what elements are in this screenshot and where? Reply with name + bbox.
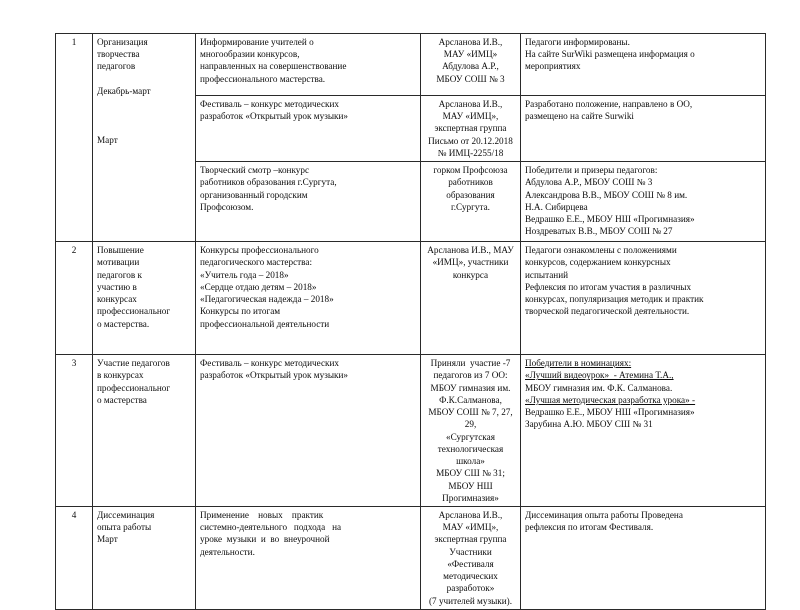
cell-line: Александрова В.В., МБОУ СОШ № 8 им. [525, 189, 688, 200]
cell-line: Победители и призеры педагогов: [525, 165, 658, 176]
cell-line: «Педагогическая надежда – 2018» [200, 294, 334, 305]
cell-line: «Сердце отдаю детям – 2018» [200, 281, 317, 292]
activity-cell [196, 355, 421, 507]
cell-line: МБОУ СОШ № 7, 27, 29, [428, 407, 515, 430]
cell-line: «Лучшая методическая разработка урока» - [525, 394, 696, 405]
cell-line: Зарубина А.Ю. МБОУ СШ № 31 [525, 419, 653, 430]
cell-line: разработок «Открытый урок музыки» [200, 111, 348, 122]
cell-line: о мастерства [97, 394, 147, 405]
cell-line: многообразии конкурсов, [200, 49, 300, 60]
plan-table [55, 33, 766, 610]
cell-line: На сайте SurWiki размещена информация о [525, 49, 695, 60]
cell-line: профессионального мастерства. [200, 73, 326, 84]
cell-line: методических разработок» [443, 571, 501, 594]
cell-line: № ИМЦ-2255/18 [437, 147, 504, 158]
cell-line: Диссеминация [97, 509, 155, 520]
cell-line: МАУ «ИМЦ», [442, 111, 499, 122]
table-body [56, 34, 766, 610]
cell-line: Арсланова И.В., [438, 509, 503, 520]
responsible-cell [421, 355, 521, 507]
cell-line: педагогов [97, 61, 136, 72]
cell-line: конкурсах [97, 294, 137, 305]
cell-line: Арсланова И.В., [438, 99, 503, 109]
cell-line: в конкурсах [97, 370, 144, 381]
cell-line: системно-деятельного подхода на [200, 522, 342, 533]
responsible-cell [421, 162, 521, 242]
cell-line: уроке музыки и во внеурочной [200, 534, 330, 545]
cell-line: профессиональной деятельности [200, 318, 330, 329]
result-cell [521, 506, 766, 609]
table-row [56, 34, 766, 96]
cell-line: МБОУ СОШ № 3 [436, 73, 505, 84]
responsible-cell [421, 96, 521, 162]
cell-line: (7 учителей музыки). [429, 595, 512, 606]
cell-line: Диссеминация опыта работы Проведена [525, 509, 683, 520]
cell-line: мотивации [97, 257, 140, 268]
cell-line: «ИМЦ», участники конкурса [432, 257, 511, 280]
cell-line: разработок «Открытый урок музыки» [200, 370, 348, 381]
cell-line: творчества [97, 49, 140, 60]
cell-line: Организация [97, 37, 148, 47]
cell-line [97, 109, 191, 121]
cell-line: «Учитель года – 2018» [200, 269, 289, 280]
cell-line: опыта работы [97, 522, 152, 533]
cell-line: Победители в номинациях: [525, 358, 632, 369]
cell-line: мероприятиях [525, 61, 581, 72]
cell-line: работников образования г.Сургута, [200, 177, 337, 188]
responsible-cell [421, 242, 521, 355]
cell-line: Ф.К.Салманова, [439, 394, 502, 405]
cell-line: Абдулова А.Р., [442, 61, 499, 72]
cell-line: МАУ «ИМЦ», [442, 522, 499, 533]
cell-line: Конкурсы по итогам [200, 306, 281, 317]
result-cell [521, 34, 766, 96]
row-number-cell: 3 [56, 355, 93, 507]
cell-line: МБОУ гимназия им. [430, 382, 511, 393]
cell-line: Письмо от 20.12.2018 [428, 135, 513, 146]
cell-line: МБОУ СШ № 31; [436, 468, 505, 479]
cell-line [97, 97, 191, 109]
cell-line: Профсоюзом. [200, 201, 254, 212]
cell-line: Декабрь-март [97, 85, 151, 96]
cell-line: Арсланова И.В., МАУ [427, 245, 514, 256]
cell-line: Участие педагогов [97, 358, 170, 369]
cell-line: Конкурсы профессионального [200, 245, 319, 256]
table-row [56, 506, 766, 609]
cell-line: Приняли участие -7 [430, 358, 511, 369]
cell-line: экспертная группа [434, 123, 507, 134]
cell-line: Применение новых практик [200, 509, 324, 520]
cell-line: деятельности. [200, 546, 255, 557]
responsible-cell [421, 506, 521, 609]
cell-line: «Лучший видеоурок» - Атемина Т.А., [525, 370, 674, 381]
cell-line: Абдулова А.Р., МБОУ СОШ № 3 [525, 177, 653, 188]
cell-line: педагогического мастерства: [200, 257, 313, 268]
direction-cell [93, 34, 196, 242]
cell-line: рефлексия по итогам Фестиваля. [525, 522, 654, 533]
cell-line: конкурсах, популяризация методик и практик [525, 294, 704, 305]
cell-line: работников образования [446, 177, 496, 200]
cell-line: Информирование учителей о [200, 37, 314, 47]
table-row [56, 242, 766, 355]
cell-line: Разработано положение, направлено в ОО, [525, 99, 693, 109]
cell-line: о мастерства. [97, 318, 150, 329]
activity-cell [196, 242, 421, 355]
responsible-cell [421, 34, 521, 96]
cell-line: профессиональног [97, 306, 171, 317]
cell-line: конкурсов, содержанием конкурсных [525, 257, 671, 268]
cell-line: направленных на совершенствование [200, 61, 347, 72]
cell-line: Педагоги информированы. [525, 37, 630, 47]
cell-line [97, 122, 191, 134]
cell-line: Творческий смотр –конкурс [200, 165, 310, 176]
cell-line: Повышение [97, 245, 144, 256]
cell-line: Педагоги ознакомлены с положениями [525, 245, 677, 256]
cell-line: Участники «Фестиваля [447, 546, 495, 569]
cell-line: педагогов из 7 ОО: [433, 370, 508, 381]
cell-line: размещено на сайте Surwiki [525, 111, 634, 122]
cell-line: участию в [97, 281, 137, 292]
row-number-cell: 4 [56, 506, 93, 609]
cell-line: г.Сургута. [451, 201, 490, 212]
cell-line: горком Профсоюза [433, 165, 508, 176]
cell-line: испытаний [525, 269, 569, 280]
result-cell [521, 96, 766, 162]
cell-line: Арсланова И.В., [438, 37, 503, 47]
cell-line: Фестиваль – конкурс методических [200, 358, 340, 369]
cell-line: Март [97, 134, 118, 145]
cell-line: Ноздреватых В.В., МБОУ СОШ № 27 [525, 226, 673, 237]
direction-cell [93, 355, 196, 507]
table-row [56, 355, 766, 507]
cell-line: творческой педагогической деятельности. [525, 306, 690, 317]
cell-line: МБОУ НШ Прогимназия» [442, 480, 499, 503]
cell-line: Март [97, 534, 118, 545]
cell-line: экспертная группа [434, 534, 507, 545]
cell-line: педагогов к [97, 269, 142, 280]
result-cell [521, 355, 766, 507]
activity-cell [196, 162, 421, 242]
row-number-cell: 1 [56, 34, 93, 242]
cell-line: МБОУ гимназия им. Ф.К. Салманова. [525, 382, 673, 393]
cell-line: Фестиваль – конкурс методических [200, 99, 340, 109]
cell-line: «Сургутская [446, 431, 495, 442]
direction-cell [93, 242, 196, 355]
row-number-cell: 2 [56, 242, 93, 355]
cell-line: Ведрашко Е.Е., МБОУ НШ «Прогимназия» [525, 407, 695, 418]
cell-line: Ведрашко Е.Е., МБОУ НШ «Прогимназия» [525, 214, 695, 225]
result-cell [521, 242, 766, 355]
cell-line: Н.А. Сибирцева [525, 201, 588, 212]
cell-line: Рефлексия по итогам участия в различных [525, 281, 692, 292]
cell-line: МАУ «ИМЦ» [443, 49, 498, 60]
cell-line: профессиональног [97, 382, 171, 393]
activity-cell [196, 506, 421, 609]
cell-line: технологическая школа» [437, 443, 506, 467]
direction-cell [93, 506, 196, 609]
activity-cell [196, 96, 421, 162]
cell-line [97, 73, 191, 85]
result-cell [521, 162, 766, 242]
cell-line: организованный городским [200, 189, 308, 200]
activity-cell [196, 34, 421, 96]
